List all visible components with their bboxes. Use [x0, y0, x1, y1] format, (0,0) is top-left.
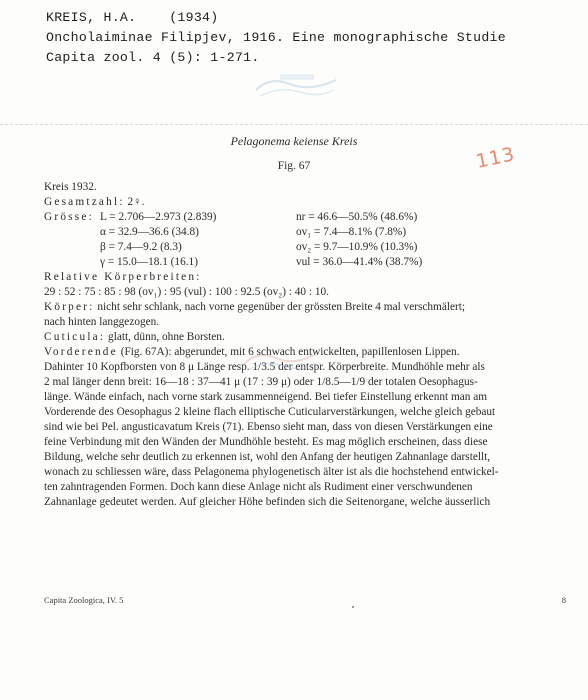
speck [352, 606, 354, 608]
gesamtzahl-value: 2♀. [127, 196, 145, 208]
paragraph-line: 2 mal länger denn breit: 16—18 : 37—41 μ (17 : 39 μ) oder 1/8.5—1/9 der totalen Oesophagus- [44, 376, 478, 388]
species-description [44, 180, 572, 510]
author-line: Kreis 1932. [44, 181, 97, 193]
paragraph-line: Bildung, welche sehr deutlich zu erkennen ist, wohl den Anfang der heutigen Zahnanlage darstellt, [44, 451, 491, 463]
page-footer [44, 595, 566, 605]
measurement-left: β = 7.4—9.2 (8.3) [100, 241, 182, 253]
measurement-left: L = 2.706—2.973 (2.839) [100, 211, 217, 223]
citation-block [46, 8, 506, 68]
figure-label: Fig. 67 [277, 160, 311, 172]
measurement-left: γ = 15.0—18.1 (16.1) [100, 256, 198, 268]
library-stamp-watermark [250, 70, 342, 100]
cuticula-label: Cuticula: [44, 331, 106, 343]
journal-name: Capita Zoologica, IV. 5 [44, 595, 124, 605]
page-crop-border [0, 124, 588, 125]
library-stamp-watermark [240, 346, 320, 372]
citation-line-2: Oncholaiminae Filipjev, 1916. Eine monographische Studie [46, 30, 506, 45]
groesse-label: Grösse: [44, 211, 94, 223]
handwritten-number: 113 [474, 143, 518, 173]
paragraph-line: ten zahntragenden Formen. Doch kann diese Anlage nicht als Rudiment einer verschwundenen [44, 481, 473, 493]
cuticula-line [44, 330, 572, 345]
measurement-right: vul = 36.0—41.4% (38.7%) [296, 256, 423, 268]
measurement-row [44, 240, 572, 255]
measurement-right: ov₁ = 7.4—8.1% (7.8%) [296, 226, 407, 238]
citation-line-3: Capita zool. 4 (5): 1-271. [46, 50, 260, 65]
measurement-row [44, 210, 572, 225]
paragraph-line: länge. Wände einfach, nach vorne stark zusammenneigend. Bei tiefer Einstellung erkennt man am [44, 391, 488, 403]
page-number: 8 [561, 595, 566, 605]
running-title: Pelagonema keiense Kreis [230, 134, 358, 148]
measurement-row [44, 255, 572, 270]
relative-widths-values: 29 : 52 : 75 : 85 : 98 (ov₁) : 95 (vul) : 100 : 92.5 (ov₂) : 40 : 10. [44, 286, 329, 298]
paragraph-line: Zahnanlage gedeutet werden. Auf gleicher Höhe befinden sich die Seitenorgane, welche äusserlich [44, 496, 491, 508]
paragraph-line: wonach zu schliessen wäre, dass Pelagonema phylogenetisch älter ist als die hochstehend entwickel- [44, 466, 499, 478]
measurement-right: ov₂ = 9.7—10.9% (10.3%) [296, 241, 418, 253]
cuticula-text: glatt, dünn, ohne Borsten. [108, 331, 225, 343]
paragraph-line: sind wie bei Pel. angusticavatum Kreis (71). Ebenso sieht man, dass von diesen Verstärkungen eine [44, 421, 493, 433]
paragraph-line: feine Verbindung mit den Wänden der Mundhöhle besteht. Es mag möglich erscheinen, dass diese [44, 436, 488, 448]
vorderende-text: (Fig. 67A): abgerundet, mit 6 schwach entwickelten, papillenlosen Lippen. [120, 346, 460, 358]
relative-widths-label: Relative Körperbreiten: [44, 271, 202, 283]
citation-line-1: KREIS, H.A. (1934) [46, 10, 219, 25]
measurement-right: nr = 46.6—50.5% (48.6%) [296, 211, 418, 223]
measurement-left: α = 32.9—36.6 (34.8) [100, 226, 199, 238]
measurement-row [44, 225, 572, 240]
gesamtzahl-line [44, 195, 572, 210]
koerper-label: Körper: [44, 301, 95, 313]
koerper-line [44, 300, 572, 315]
paragraph-line: Dahinter 10 Kopfborsten von 8 μ Länge resp. 1/3.5 der entspr. Körperbreite. Mundhöhle mehr als [44, 361, 485, 373]
gesamtzahl-label: Gesamtzahl: [44, 196, 125, 208]
paragraph-line: Vorderende des Oesophagus 2 kleine flach elliptische Cuticularverstärkungen, welche gleich gebaut [44, 406, 496, 418]
koerper-text: nicht sehr schlank, nach vorne gegenüber der grössten Breite 4 mal verschmälert; [97, 301, 466, 313]
vorderende-label: Vorderende [44, 346, 118, 358]
koerper-continuation: nach hinten langgezogen. [44, 316, 160, 328]
